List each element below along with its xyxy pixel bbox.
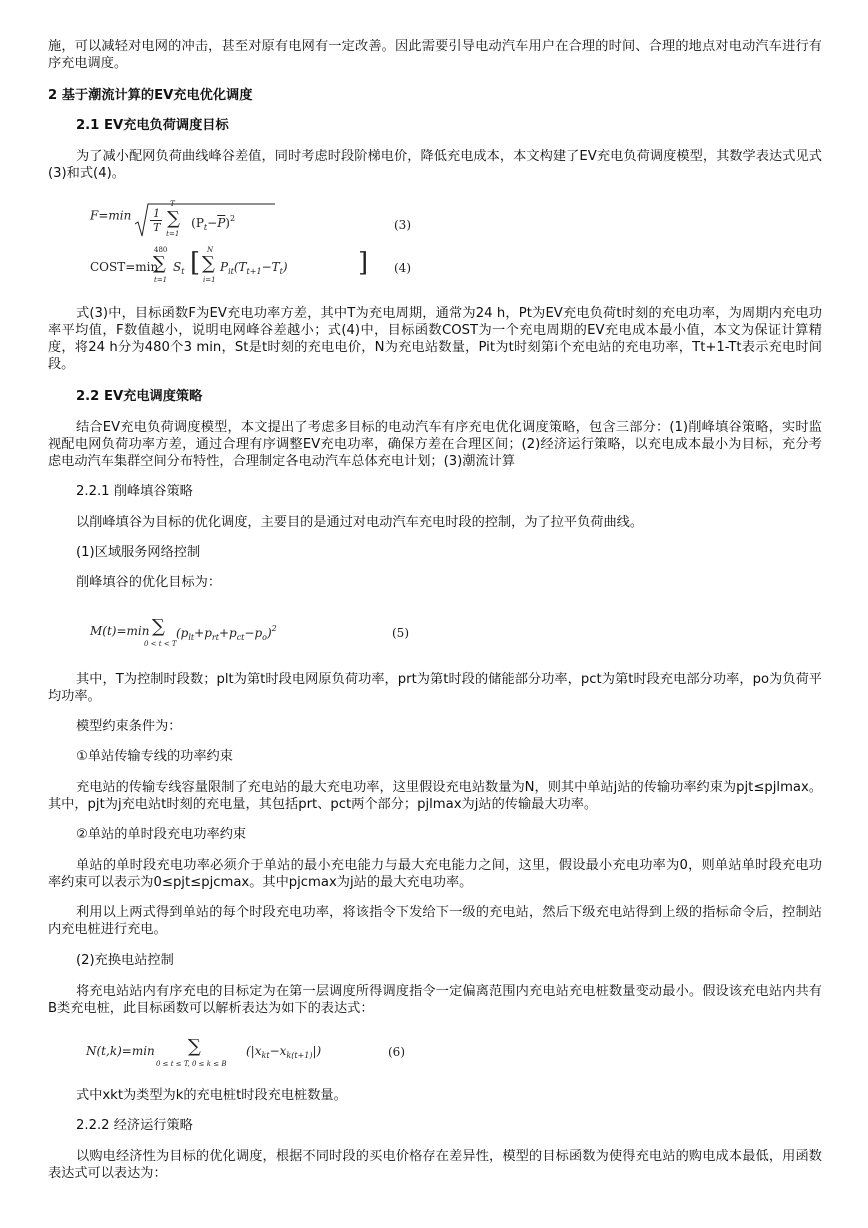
- equation-4: [90, 246, 369, 289]
- item-transmission-constraint: ①单站传输专线的功率约束: [76, 749, 233, 764]
- eq3-frac-den: T: [153, 221, 161, 234]
- paragraph-eq6-definition: 式中xkt为类型为k的充电桩t时段充电桩数量。: [76, 1088, 347, 1103]
- eq3-sqrt: [135, 202, 275, 238]
- equation-3: [90, 202, 275, 238]
- section-heading-2: 2 基于潮流计算的EV充电优化调度: [48, 88, 253, 103]
- subsection-heading-2-1: 2.1 EV充电负荷调度目标: [76, 118, 229, 133]
- equation-3-number: (3): [394, 218, 411, 232]
- paragraph-variable-definitions: 其中，T为控制时段数；plt为第t时段电网原负荷功率，prt为第t时段的储能部分功率，pct为第t时段充电部分功率，po为负荷平均功率。: [48, 672, 822, 704]
- sum-symbol-inner: ∑: [202, 253, 215, 274]
- eq6-lhs: N(t,k)=min: [86, 1044, 155, 1058]
- right-bracket: ]: [358, 248, 369, 278]
- paragraph-intro-continuation: 施，可以减轻对电网的冲击，甚至对原有电网有一定改善。因此需要引导电动汽车用户在合理的时间、合理的地点对电动汽车进行有序充电调度。: [48, 39, 822, 71]
- left-bracket: [: [190, 248, 201, 278]
- subsubsection-heading-2-2-2: 2.2.2 经济运行策略: [76, 1118, 193, 1133]
- eq4-P: P: [220, 260, 229, 274]
- eq6-open: (|x: [246, 1044, 262, 1058]
- eq4-lhs: COST=min: [90, 260, 159, 274]
- item-swap-station-control: (2)充换电站控制: [76, 953, 174, 968]
- paragraph-constraints-intro: 模型约束条件为：: [76, 719, 182, 734]
- eq5-lhs: M(t)=min: [90, 624, 150, 638]
- item-regional-network-control: (1)区域服务网络控制: [76, 545, 201, 560]
- eq4-sub-t1: t+1: [246, 267, 262, 276]
- eq6-s2: k(t+1): [286, 1051, 313, 1060]
- eq5-p4: −p: [244, 626, 263, 640]
- paragraph-peak-shaving-goal: 以削峰填谷为目标的优化调度，主要目的是通过对电动汽车充电时段的控制，为了拉平负荷曲线。: [76, 515, 644, 530]
- eq6-close: |): [312, 1044, 322, 1058]
- equation-4-number: (4): [394, 261, 411, 275]
- eq4-body: [90, 246, 369, 286]
- eq4-sum-bot: t=1: [154, 276, 168, 284]
- paragraph-transmission-constraint: 充电站的传输专线容量限制了充电站的最大充电功率，这里假设充电站数量为N，则其中单站j站的传输功率约束为pjt≤pjlmax。其中，pjt为j充电站t时刻的充电量，其包括prt、pct两个部分；pjlmax为j站的传输最大功率。: [48, 780, 822, 812]
- eq4-sub-it: it: [228, 267, 234, 276]
- eq4-sub-t2: t: [279, 267, 283, 276]
- eq3-sum-bot: t=1: [166, 230, 180, 238]
- paragraph-charging-power-constraint: 单站的单时段充电功率必须介于单站的最小充电能力与最大充电能力之间，这里，假设最小充电功率为0，则单站单时段充电功率约束可以表示为0≤pjt≤pjcmax。其中pjcmax为j站的最大充电功率。: [48, 858, 822, 890]
- eq4-inner-bot: i=1: [203, 276, 216, 284]
- eq3-frac-num: 1: [153, 207, 161, 220]
- eq6-s1: kt: [261, 1051, 270, 1060]
- sum-symbol: ∑: [188, 1036, 201, 1057]
- paragraph-model-intro: 为了减小配网负荷曲线峰谷差值，同时考虑时段阶梯电价，降低充电成本，本文构建了EV充电负荷调度模型，其数学表达式见式(3)和式(4)。: [48, 149, 822, 181]
- eq5-sum-bot: 0 < t < T: [144, 640, 177, 648]
- subsection-heading-2-2: 2.2 EV充电调度策略: [76, 389, 203, 404]
- eq5-term: [176, 624, 277, 642]
- eq3-pbar: $\overline{P}$: [217, 216, 226, 230]
- paragraph-station-objective: 将充电站站内有序充电的目标定为在第一层调度所得调度指令一定偏离范围内充电站充电桩数量变动最小。假设该充电站内共有B类充电桩，此目标函数可以解析表达为如下的表达式：: [48, 984, 822, 1016]
- eq4-S-letter: S: [173, 260, 182, 274]
- eq5-open: (p: [176, 626, 189, 640]
- paragraph-dispatch-command: 利用以上两式得到单站的每个时段充电功率，将该指令下发给下一级的充电站，然后下级充电站得到上级的指标命令后，控制站内充电桩进行充电。: [48, 905, 822, 937]
- eq3-body: [191, 214, 235, 232]
- paragraph-strategy-overview: 结合EV充电负荷调度模型，本文提出了考虑多目标的电动汽车有序充电优化调度策略，包含三部分：(1)削峰填谷策略，实时监视配电网负荷功率方差，通过合理有序调整EV充电功率，确保方差在合理区间；(2)经济运行策略，以充电成本最小为目标，充分考虑电动汽车集群空间分布特性，合理制定各电动汽车总体充电计划；(3)潮流计算: [48, 420, 822, 469]
- equation-6-number: (6): [388, 1045, 405, 1059]
- eq5-p3: +p: [218, 626, 237, 640]
- eq3-pow: 2: [229, 214, 236, 223]
- equation-6: [86, 1036, 406, 1072]
- eq3-lhs: F=min: [90, 208, 132, 223]
- eq5-s2: rt: [211, 633, 219, 642]
- eq4-paren-close: ): [282, 260, 288, 274]
- eq6-sum-bot: 0 ≤ t ≤ T, 0 ≤ k ≤ B: [156, 1060, 227, 1068]
- subsubsection-heading-2-2-1: 2.2.1 削峰填谷策略: [76, 484, 193, 499]
- eq4-sum-top: 480: [154, 246, 168, 254]
- eq6-mid: −x: [269, 1044, 287, 1058]
- eq5-s4: o: [262, 633, 267, 642]
- eq4-term: [220, 260, 288, 276]
- eq5-s3: ct: [236, 633, 245, 642]
- paragraph-optimization-objective: 削峰填谷的优化目标为：: [76, 575, 222, 590]
- eq3-close: ): [225, 216, 230, 230]
- paragraph-economic-objective: 以购电经济性为目标的优化调度，根据不同时段的买电价格存在差异性，模型的目标函数为使得充电站的购电成本最低，用函数表达式可以表达为：: [48, 1149, 822, 1181]
- eq4-paren: (T: [233, 260, 247, 274]
- eq5-close: ): [266, 626, 272, 640]
- eq4-inner-top: N: [207, 246, 214, 254]
- eq4-minus: −T: [261, 260, 280, 274]
- sum-symbol: ∑: [152, 616, 165, 637]
- eq5-pow: 2: [271, 624, 277, 633]
- sum-symbol: ∑: [167, 208, 181, 229]
- eq5-s1: lt: [188, 633, 195, 642]
- equation-5-number: (5): [392, 626, 409, 640]
- eq3-body-open: (P: [191, 216, 204, 230]
- eq3-sum-top: T: [170, 200, 175, 208]
- eq4-sub-t: t: [181, 267, 185, 276]
- eq4-S: [173, 260, 184, 276]
- paragraph-equation-explanation: 式(3)中，目标函数F为EV充电功率方差，其中T为充电周期，通常为24 h，Pt为EV充电负荷t时刻的充电功率，为周期内充电功率平均值，F数值越小，说明电网峰谷差越小；式(4)中，目标函数COST为一个充电周期的EV充电成本最小值，本文为保证计算精度，将24 h分为480个3 min，St是t时刻的充电电价，N为充电站数量，Pit为t时刻第i个充电站的充电功率，Tt+1-Tt表示充电时间段。: [48, 306, 822, 372]
- sum-symbol: ∑: [153, 253, 166, 274]
- item-charging-power-constraint: ②单站的单时段充电功率约束: [76, 827, 247, 842]
- equation-5: [90, 616, 390, 652]
- eq6-term: [246, 1044, 321, 1060]
- eq3-sub-t: t: [203, 223, 208, 232]
- eq3-minus: −: [207, 216, 218, 230]
- eq5-p2: +p: [194, 626, 212, 640]
